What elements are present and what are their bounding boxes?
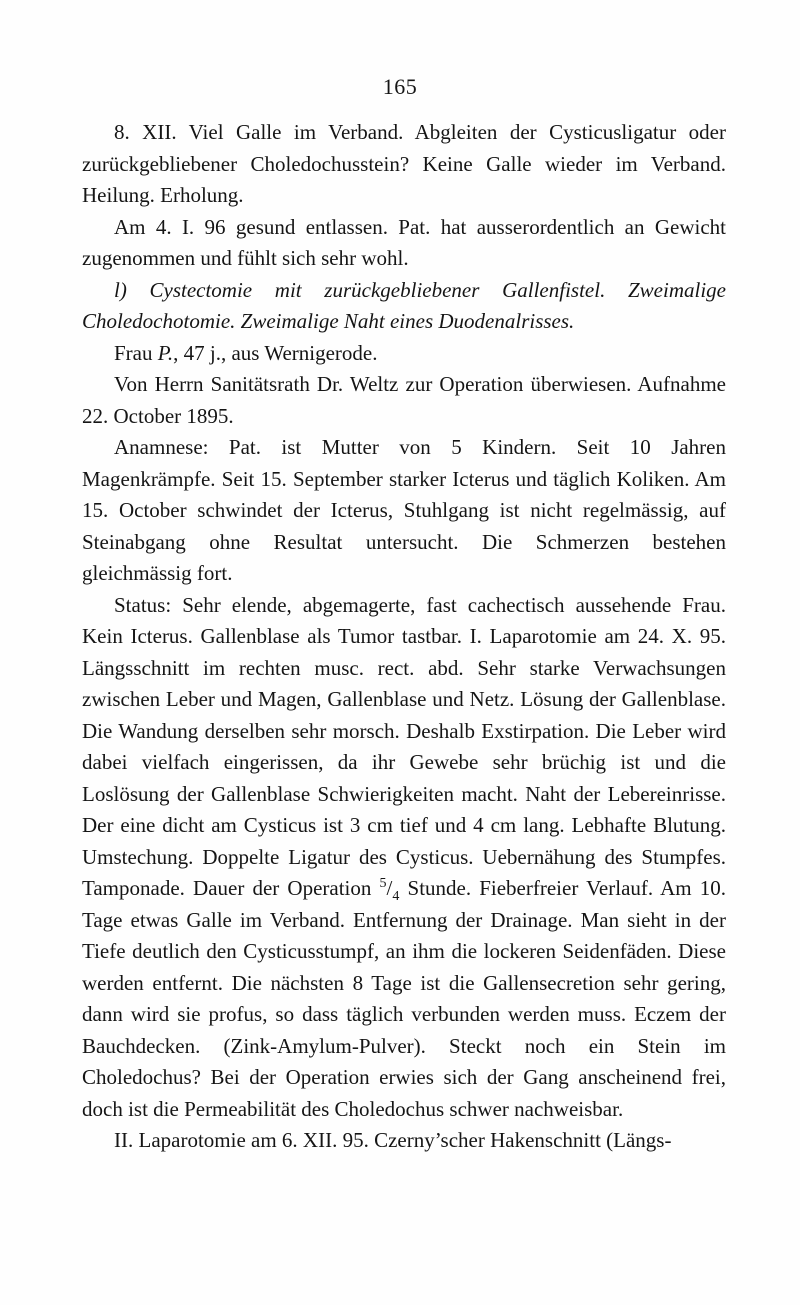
paragraph-anamnesis: Anamnese: Pat. ist Mutter von 5 Kindern. Seit 10 Jahren Magenkrämpfe. Seit 15. September starker Icterus und täglich Koliken. Am 15. October schwindet der Icterus, Stuhlgang ist nicht regelmässig, auf Steinabgang ohne Resultat untersucht. Die Schmerzen bestehen gleichmässig fort. (82, 435, 726, 585)
body-text (82, 117, 726, 1157)
paragraph-referral: Von Herrn Sanitätsrath Dr. Weltz zur Operation überwiesen. Aufnahme 22. October 1895. (82, 372, 726, 428)
fraction-numerator: 5 (379, 876, 387, 891)
paragraph-discharge: Am 4. I. 96 gesund entlassen. Pat. hat ausserordentlich an Gewicht zugenommen und fühlt sich sehr wohl. (82, 214, 726, 270)
paragraph-status (82, 590, 726, 1126)
patient-name: P. (157, 340, 174, 365)
patient-prefix: Frau (114, 340, 158, 365)
paragraph-second-laparotomy: II. Laparotomie am 6. XII. 95. Czerny’scher Hakenschnitt (Längs- (114, 1128, 672, 1152)
paragraph-patient (82, 338, 726, 370)
paragraph-case-summary: 8. XII. Viel Galle im Verband. Abgleiten der Cysticusligatur oder zurückgebliebener Choledochusstein? Keine Galle wieder im Verband. Heilung. Erholung. (82, 120, 726, 207)
status-text-part1: Status: Sehr elende, abgemagerte, fast cachectisch aussehende Frau. Kein Icterus. Gallenblase als Tumor tastbar. I. Laparotomie am 24. X. 95. Längsschnitt im rechten musc. rect. abd. Sehr starke Verwachsungen zwischen Leber und Magen, Gallenblase und Netz. Lösung der Gallenblase. Die Wandung derselben sehr morsch. Deshalb Exstirpation. Die Leber wird dabei vielfach eingerissen, da ihr Gewebe sehr brüchig ist und die Loslösung der Gallenblase Schwierigkeiten macht. Naht der Lebereinrisse. Der eine dicht am Cysticus ist 3 cm tief und 4 cm lang. Lebhafte Blutung. Umstechung. Doppelte Ligatur des Cysticus. Uebernähung des Stumpfes. Tamponade. Dauer der Operation (82, 592, 726, 900)
fraction-denominator: 4 (392, 889, 400, 905)
status-text-part2: Stunde. Fieberfreier Verlauf. Am 10. Tage etwas Galle im Verband. Entfernung der Drainage. Man sieht in der Tiefe deutlich den Cysticusstumpf, an ihm die lockeren Seidenfäden. Diese werden entfernt. Die nächsten 8 Tage ist die Gallensecretion sehr gering, dann wird sie profus, so dass täglich verbunden werden muss. Eczem der Bauchdecken. (Zink-Amylum-Pulver). Steckt noch ein Stein im Choledochus? Bei der Operation erwies sich der Gang anscheinend frei, doch ist die Permeabilität des Choledochus schwer nachweisbar. (82, 876, 726, 1121)
case-heading: l) Cystectomie mit zurückgebliebener Gallenfistel. Zweimalige Choledochotomie. Zweimalige Naht eines Duodenalrisses. (82, 277, 726, 333)
page-number: 165 (382, 74, 418, 99)
fraction-slash: / (386, 876, 393, 900)
patient-details: , 47 j., aus Wernigerode. (173, 340, 378, 365)
